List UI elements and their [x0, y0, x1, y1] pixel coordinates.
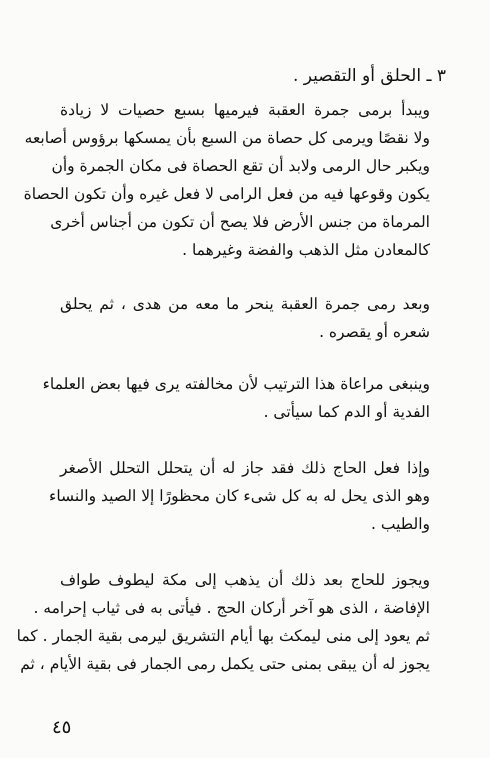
section-heading: ٣ ـ الحلق أو التقصير .: [292, 66, 446, 86]
paragraph-1-line-5: المرماة من جنس الأرض فلا يصح أن تكون من أجناس أخرى: [50, 213, 430, 231]
paragraph-4-line-3: والطيب .: [371, 515, 430, 533]
paragraph-5-line-2: الإفاضة ، الذى هو آخر أركان الحج . فيأتى به فى ثياب إحرامه .: [33, 599, 430, 617]
paragraph-4-line-2: وهو الذى يحل له به كل شىء كان محظورًا إلا الصيد والنساء: [49, 487, 430, 505]
paragraph-3-line-2: الفدية أو الدم كما سيأتى .: [263, 403, 430, 421]
paragraph-5-line-3: ثم يعود إلى منى ليمكث بها أيام التشريق ليرمى بقية الجمار . كما: [16, 627, 430, 645]
paragraph-2-line-1: وبعد رمى جمرة العقبة ينحر ما معه من هدى ، ثم يحلق: [60, 295, 430, 313]
paragraph-5-line-1: ويجوز للحاج بعد ذلك أن يذهب إلى مكة ليطوف طواف: [60, 571, 430, 589]
paragraph-1-line-3: ويكبر حال الرمى ولابد أن تقع الحصاة فى مكان الجمرة وأن: [51, 157, 430, 175]
page-number: ٤٥: [52, 717, 72, 738]
paragraph-4-line-1: وإذا فعل الحاج ذلك فقد جاز له أن يتحلل التحلل الأصغر: [60, 459, 430, 477]
paragraph-2-line-2: شعره أو يقصره .: [319, 323, 430, 341]
paragraph-1-line-4: يكون وقوعها فيه من فعل الرامى لا فعل غيره وأن تكون الحصاة: [23, 185, 430, 203]
paragraph-1-line-2: ولا نقصًا ويرمى كل حصاة من السبع بأن يمسكها برؤوس أصابعه: [24, 129, 430, 147]
paragraph-3-line-1: وينبغى مراعاة هذا الترتيب لأن مخالفته يرى فيها بعض العلماء: [42, 375, 430, 393]
paragraph-5-line-4: يجوز له أن يبقى بمنى حتى يكمل رمى الجمار فى بقية الأيام ، ثم: [20, 655, 430, 673]
paragraph-1-line-6: كالمعادن مثل الذهب والفضة وغيرهما .: [182, 241, 430, 259]
paragraph-1-line-1: ويبدأ برمى جمرة العقبة فيرميها بسبع حصيات لا زيادة: [60, 101, 430, 119]
